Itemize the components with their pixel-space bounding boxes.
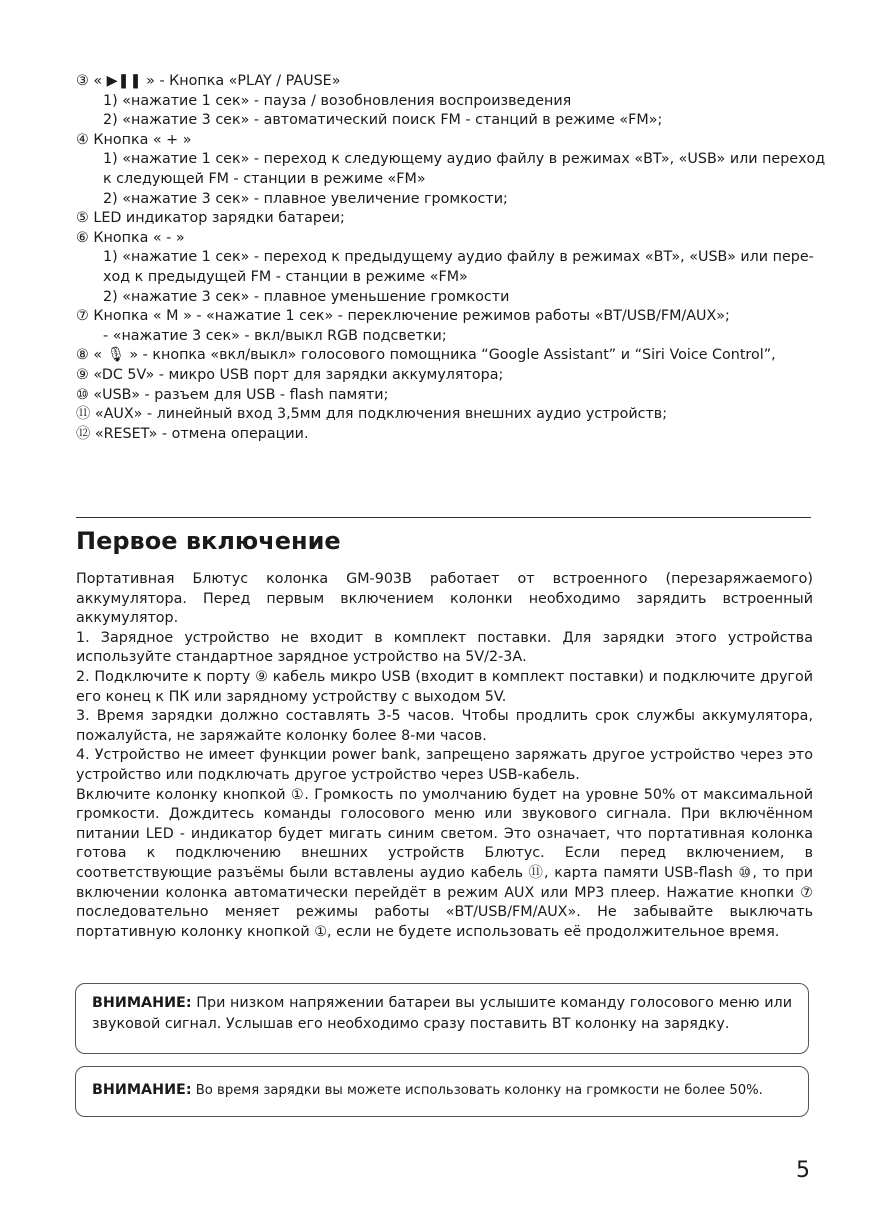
paragraph: 3. Время зарядки должно составлять 3-5 часов. Чтобы продлить срок службы аккумулятора, пожалуйста, не заряжайте колонку более 8-ми часов. bbox=[76, 708, 813, 744]
section-body bbox=[76, 570, 813, 942]
list-subitem: 1) «нажатие 1 сек» - переход к предыдущему аудио файлу в режимах «BT», «USB» или пере- bbox=[103, 249, 814, 266]
warning-box bbox=[75, 1066, 809, 1117]
list-subitem: 2) «нажатие 3 сек» - автоматический поиск FM - станций в режиме «FM»; bbox=[103, 112, 663, 129]
page-number: 5 bbox=[796, 1158, 810, 1183]
list-item: ③ « ▶❚❚ » - Кнопка «PLAY / PAUSE» bbox=[76, 73, 341, 89]
list-item: ④ Кнопка « + » bbox=[76, 131, 192, 148]
list-subitem: 1) «нажатие 1 сек» - переход к следующему аудио файлу в режимах «BT», «USB» или переход bbox=[103, 151, 826, 168]
list-item: ⑪ «AUX» - линейный вход 3,5мм для подключения внешних аудио устройств; bbox=[76, 406, 668, 423]
list-item: ⑦ Кнопка « M » - «нажатие 1 сек» - переключение режимов работы «BT/USB/FM/AUX»; bbox=[76, 308, 730, 325]
paragraph: 1. Зарядное устройство не входит в комплект поставки. Для зарядки этого устройства используйте стандартное зарядное устройство на 5V/2-3А. bbox=[76, 629, 813, 666]
list-subitem: 2) «нажатие 3 сек» - плавное увеличение громкости; bbox=[103, 190, 508, 207]
warning-label: ВНИМАНИЕ: bbox=[92, 995, 192, 1011]
list-item: ⑨ «DC 5V» - микро USB порт для зарядки аккумулятора; bbox=[76, 366, 504, 383]
paragraph: 4. Устройство не имеет функции power bank, запрещено заряжать другое устройство через это устройство или подключать другое устройство через USB-кабель. bbox=[76, 747, 813, 783]
warning-text: Во время зарядки вы можете использовать колонку на громкости не более 50%. bbox=[191, 1083, 763, 1098]
list-item: ⑥ Кнопка « - » bbox=[76, 229, 185, 246]
list-item: ⑩ «USB» - разъем для USB - flash памяти; bbox=[76, 386, 389, 403]
warning-box bbox=[75, 983, 809, 1054]
section-divider bbox=[76, 517, 811, 518]
paragraph: 2. Подключите к порту ⑨ кабель микро USB (входит в комплект поставки) и подключите другой его конец к ПК или зарядному устройству с выходом 5V. bbox=[76, 668, 813, 705]
controls-description-list bbox=[76, 72, 826, 444]
list-item: ⑤ LED индикатор зарядки батареи; bbox=[76, 210, 345, 227]
warning-text: При низком напряжении батареи вы услышите команду голосового меню или звуковой сигнал. Услышав его необходимо сразу поставить BT колонку на зарядку. bbox=[92, 995, 792, 1032]
paragraph: Включите колонку кнопкой ①. Громкость по умолчанию будет на уровне 50% от максимальной громкости. Дождитесь команды голосового меню или звукового сигнала. При включённом питании LED - индикатор будет мигать синим светом. Это означает, что портативная колонка готова к подключению внешних устройств Блютус. Если перед включением, в соответствующие разъёмы были вставлены аудио кабель ⑪, карта памяти USB-flash ⑩, то при включении колонка автоматически перейдёт в режим AUX или MP3 плеер. Нажатие кнопки ⑦ последовательно меняет режимы работы «BT/USB/FM/AUX». Не забывайте выключать портативную колонку кнопкой ①, если не будете использовать её продолжительное время. bbox=[76, 786, 813, 940]
list-subitem: к следующей FM - станции в режиме «FM» bbox=[103, 170, 426, 187]
list-subitem: - «нажатие 3 сек» - вкл/выкл RGB подсветки; bbox=[103, 327, 447, 344]
list-item: ⑧ « 🎙 » - кнопка «вкл/выкл» голосового помощника “Google Assistant” и “Siri Voice Control”, bbox=[76, 347, 776, 364]
warning-label: ВНИМАНИЕ: bbox=[92, 1082, 192, 1098]
paragraph: Портативная Блютус колонка GM-903B работает от встроенного (перезаряжаемого) аккумулятора. Перед первым включением колонки необходимо зарядить встроенный аккумулятор. bbox=[76, 571, 813, 627]
list-subitem: 1) «нажатие 1 сек» - пауза / возобновления воспроизведения bbox=[103, 92, 572, 109]
list-item: ⑫ «RESET» - отмена операции. bbox=[76, 425, 309, 442]
section-heading: Первое включение bbox=[76, 527, 341, 555]
list-subitem: 2) «нажатие 3 сек» - плавное уменьшение громкости bbox=[103, 288, 510, 305]
list-subitem: ход к предыдущей FM - станции в режиме «FM» bbox=[103, 268, 468, 285]
